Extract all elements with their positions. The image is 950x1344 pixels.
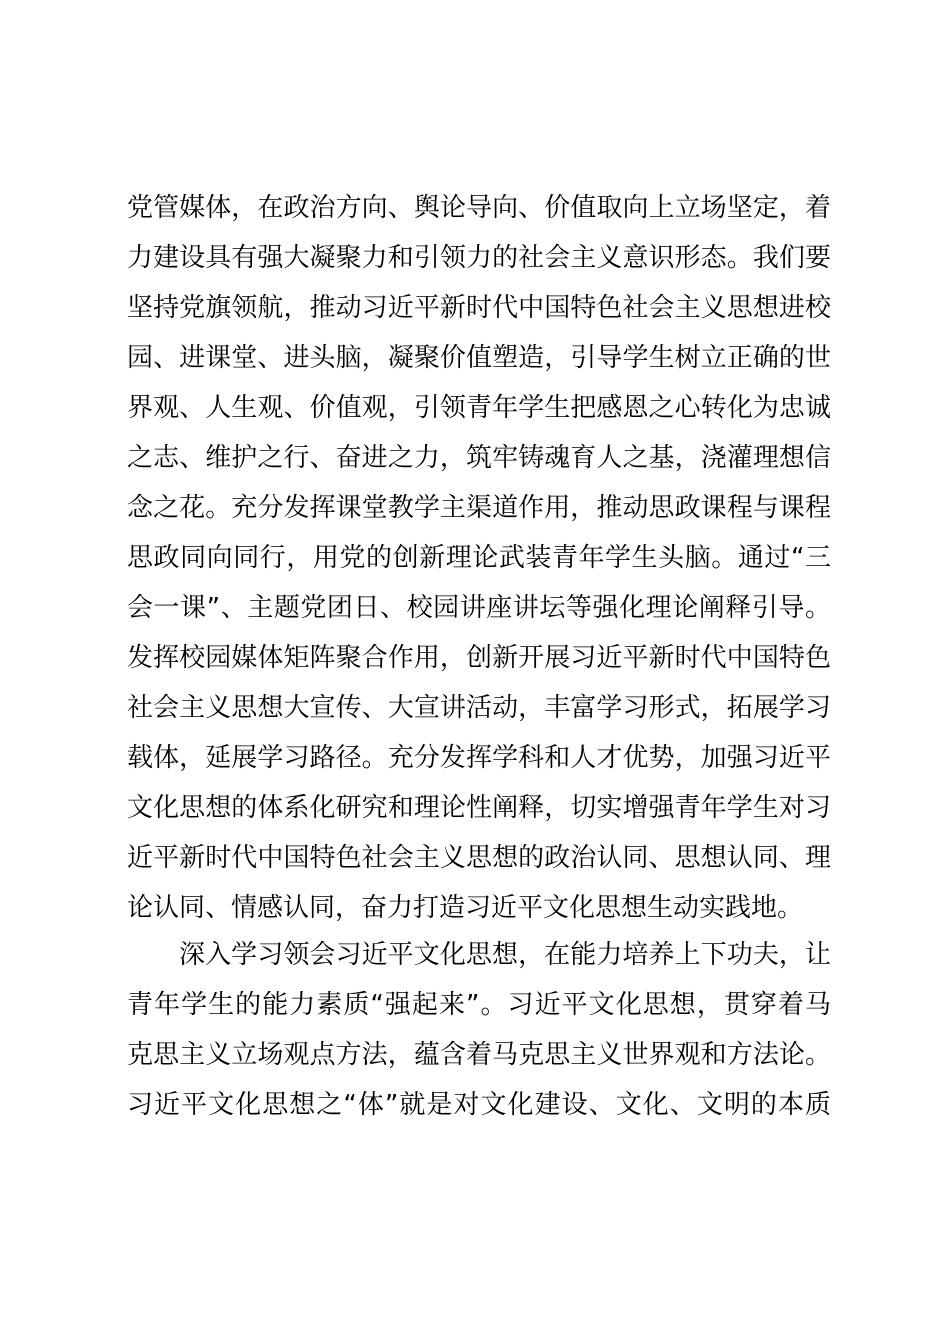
- paragraph-line: 坚持党旗领航，推动习近平新时代中国特色社会主义思想进校: [127, 293, 831, 323]
- paragraph-line: 青年学生的能力素质“强起来”。习近平文化思想，贯穿着马: [127, 990, 831, 1020]
- paragraph-line: 习近平文化思想之“体”就是对文化建设、文化、文明的本质: [127, 1090, 831, 1120]
- paragraph-line: 力建设具有强大凝聚力和引领力的社会主义意识形态。我们要: [127, 243, 831, 273]
- paragraph-line: 园、进课堂、进头脑，凝聚价值塑造，引导学生树立正确的世: [127, 343, 831, 373]
- paragraph-line: 思政同向同行，用党的创新理论武装青年学生头脑。通过“三: [127, 543, 831, 573]
- paragraph-line: 载体，延展学习路径。充分发挥学科和人才优势，加强习近平: [127, 743, 831, 773]
- paragraph-line: 会一课”、主题党团日、校园讲座讲坛等强化理论阐释引导。: [127, 593, 831, 623]
- paragraph-line: 界观、人生观、价值观，引领青年学生把感恩之心转化为忠诚: [127, 393, 831, 423]
- paragraph-1: [127, 183, 831, 933]
- paragraph-line: 发挥校园媒体矩阵聚合作用，创新开展习近平新时代中国特色: [127, 643, 831, 673]
- paragraph-2: [127, 930, 831, 1130]
- paragraph-line: 之志、维护之行、奋进之力，筑牢铸魂育人之基，浇灌理想信: [127, 443, 831, 473]
- paragraph-line: 党管媒体，在政治方向、舆论导向、价值取向上立场坚定，着: [127, 193, 831, 223]
- paragraph-line: 论认同、情感认同，奋力打造习近平文化思想生动实践地。: [127, 893, 804, 923]
- paragraph-line: 克思主义立场观点方法，蕴含着马克思主义世界观和方法论。: [127, 1040, 831, 1070]
- paragraph-line: 文化思想的体系化研究和理论性阐释，切实增强青年学生对习: [127, 793, 831, 823]
- paragraph-line: 念之花。充分发挥课堂教学主渠道作用，推动思政课程与课程: [127, 493, 831, 523]
- paragraph-line: 近平新时代中国特色社会主义思想的政治认同、思想认同、理: [127, 843, 831, 873]
- paragraph-line: 社会主义思想大宣传、大宣讲活动，丰富学习形式，拓展学习: [127, 693, 831, 723]
- paragraph-line: 深入学习领会习近平文化思想，在能力培养上下功夫，让: [179, 940, 831, 970]
